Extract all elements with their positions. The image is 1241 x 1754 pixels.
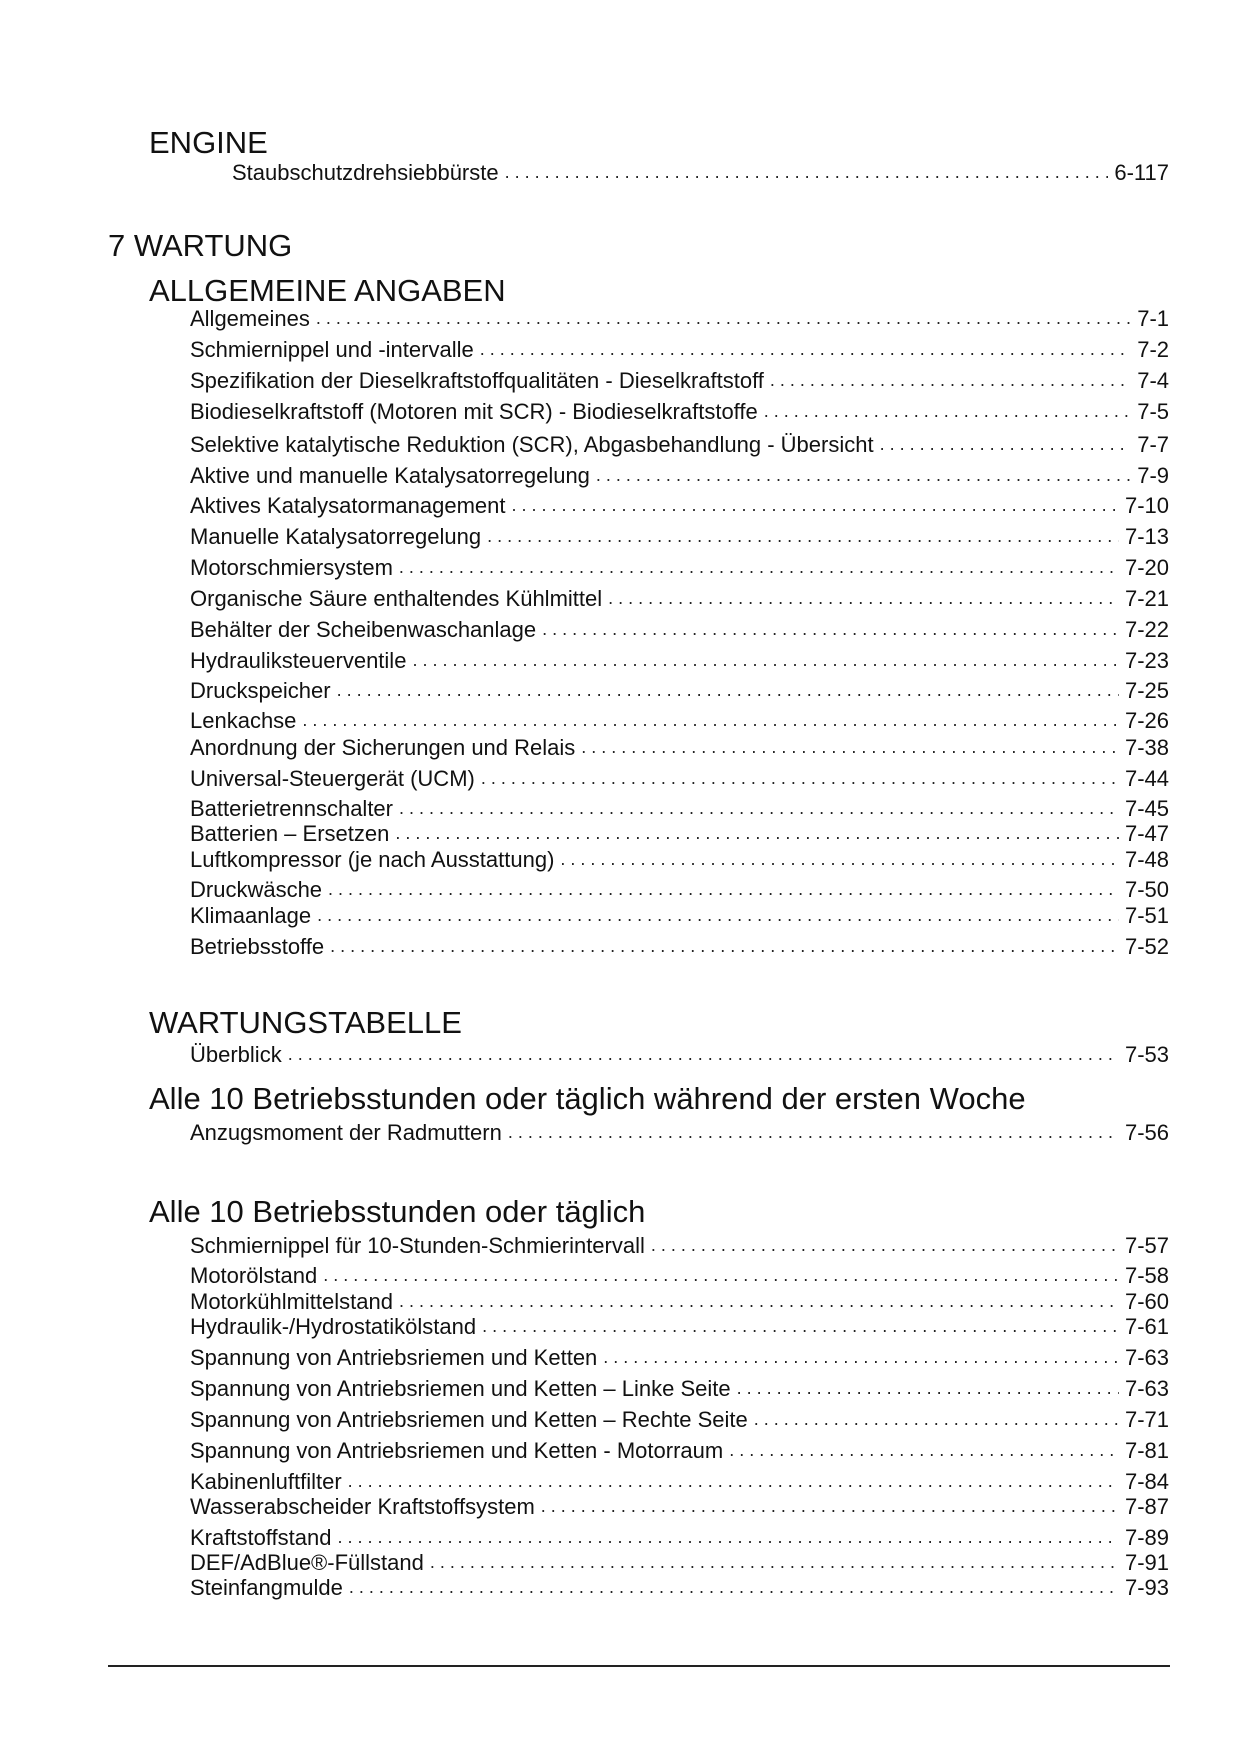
toc-entry-page: 7-1: [1137, 306, 1169, 331]
toc-entry-title: Staubschutzdrehsiebbürste: [232, 160, 499, 185]
toc-entry[interactable]: [190, 1469, 1169, 1495]
section-heading-engine: ENGINE: [149, 125, 268, 160]
toc-entry-page: 7-38: [1124, 735, 1169, 760]
dot-leader: [349, 1577, 1119, 1601]
toc-entry-title: Druckwäsche: [190, 877, 323, 902]
toc-entry-title: Klimaanlage: [190, 903, 312, 928]
dot-leader: [754, 1409, 1119, 1433]
toc-entry-title: Spannung von Antriebsriemen und Ketten - Motorraum: [190, 1438, 724, 1463]
dot-leader: [399, 1291, 1119, 1315]
toc-entry-page: 7-84: [1124, 1469, 1169, 1494]
toc-entry-title: Betriebsstoffe: [190, 934, 325, 959]
toc-entry[interactable]: [190, 877, 1169, 903]
dot-leader: [512, 495, 1119, 519]
toc-entry-page: 7-10: [1124, 493, 1169, 518]
toc-entry-page: 7-13: [1124, 524, 1169, 549]
toc-entry[interactable]: [190, 1233, 1169, 1259]
toc-entry-page: 7-45: [1124, 796, 1169, 821]
toc-entry-title: Hydrauliksteuerventile: [190, 648, 407, 673]
toc-entry-title: Steinfangmulde: [190, 1575, 343, 1600]
toc-entry-page: 7-57: [1124, 1233, 1169, 1258]
toc-entry-page: 7-7: [1137, 432, 1169, 457]
toc-entry-page: 7-58: [1124, 1263, 1169, 1288]
toc-entry-page: 7-22: [1124, 617, 1169, 642]
dot-leader: [880, 434, 1132, 458]
dot-leader: [764, 401, 1131, 425]
toc-entry[interactable]: [190, 1494, 1169, 1520]
toc-entry-title: Batterien – Ersetzen: [190, 821, 390, 846]
toc-entry-title: Anzugsmoment der Radmuttern: [190, 1120, 502, 1145]
toc-entry-page: 7-61: [1124, 1314, 1169, 1339]
toc-entry[interactable]: [190, 306, 1169, 332]
dot-leader: [487, 526, 1119, 550]
toc-entry[interactable]: [190, 648, 1169, 674]
toc-entry[interactable]: [190, 1376, 1169, 1402]
dot-leader: [505, 162, 1109, 186]
toc-entry[interactable]: [190, 524, 1169, 550]
toc-entry[interactable]: [190, 766, 1169, 792]
toc-entry-title: Lenkachse: [190, 708, 297, 733]
toc-entry-page: 7-44: [1124, 766, 1169, 791]
dot-leader: [581, 737, 1119, 761]
dot-leader: [729, 1440, 1119, 1464]
toc-entry[interactable]: [190, 678, 1169, 704]
toc-entry[interactable]: [190, 399, 1169, 425]
toc-entry-page: 7-23: [1124, 648, 1169, 673]
toc-entry[interactable]: [190, 934, 1169, 960]
toc-entry-page: 7-50: [1124, 877, 1169, 902]
dot-leader: [323, 1265, 1119, 1289]
toc-entry-page: 7-26: [1124, 708, 1169, 733]
toc-entry-page: 7-81: [1124, 1438, 1169, 1463]
toc-entry-title: Aktive und manuelle Katalysatorregelung: [190, 463, 590, 488]
toc-entry-page: 7-5: [1137, 399, 1169, 424]
dot-leader: [480, 339, 1132, 363]
toc-entry-page: 7-60: [1124, 1289, 1169, 1314]
toc-entry[interactable]: [190, 432, 1169, 458]
toc-entry-title: Schmiernippel für 10-Stunden-Schmierintervall: [190, 1233, 645, 1258]
toc-entry-page: 7-48: [1124, 847, 1169, 872]
toc-entry-title: Allgemeines: [190, 306, 310, 331]
toc-entry-title: Universal-Steuergerät (UCM): [190, 766, 475, 791]
toc-entry[interactable]: [190, 1263, 1169, 1289]
toc-entry-page: 7-56: [1124, 1120, 1169, 1145]
toc-entry-title: Motorkühlmittelstand: [190, 1289, 393, 1314]
toc-entry-title: Spannung von Antriebsriemen und Ketten – Rechte Seite: [190, 1407, 748, 1432]
dot-leader: [603, 1347, 1119, 1371]
toc-entry-page: 7-87: [1124, 1494, 1169, 1519]
section-heading-erste-woche: Alle 10 Betriebsstunden oder täglich während der ersten Woche: [149, 1081, 1026, 1116]
dot-leader: [337, 1527, 1119, 1551]
toc-entry[interactable]: [190, 555, 1169, 581]
toc-entry-title: Druckspeicher: [190, 678, 331, 703]
dot-leader: [412, 650, 1119, 674]
dot-leader: [399, 798, 1119, 822]
dot-leader: [541, 1496, 1119, 1520]
toc-entry-title: DEF/AdBlue®-Füllstand: [190, 1550, 424, 1575]
dot-leader: [330, 936, 1119, 960]
toc-entry[interactable]: [190, 903, 1169, 929]
toc-entry[interactable]: [190, 617, 1169, 643]
toc-entry-title: Motorölstand: [190, 1263, 318, 1288]
toc-entry[interactable]: [190, 368, 1169, 394]
dot-leader: [395, 823, 1119, 847]
toc-entry-title: Wasserabscheider Kraftstoffsystem: [190, 1494, 535, 1519]
toc-entry[interactable]: [190, 1575, 1169, 1601]
toc-entry-page: 7-51: [1124, 903, 1169, 928]
toc-entry-title: Motorschmiersystem: [190, 555, 393, 580]
toc-entry-title: Batterietrennschalter: [190, 796, 393, 821]
toc-entry-title: Manuelle Katalysatorregelung: [190, 524, 482, 549]
toc-entry[interactable]: [190, 1525, 1169, 1551]
toc-entry-title: Anordnung der Sicherungen und Relais: [190, 735, 576, 760]
dot-leader: [608, 588, 1119, 612]
toc-entry[interactable]: [190, 1120, 1169, 1146]
toc-entry-page: 7-4: [1137, 368, 1169, 393]
toc-entry[interactable]: [190, 708, 1169, 734]
toc-entry-page: 7-91: [1124, 1550, 1169, 1575]
toc-entry[interactable]: [190, 337, 1169, 363]
toc-entry[interactable]: [190, 1345, 1169, 1371]
toc-entry-page: 7-63: [1124, 1376, 1169, 1401]
toc-entry[interactable]: [190, 796, 1169, 822]
toc-entry[interactable]: [232, 160, 1169, 186]
toc-entry-page: 7-21: [1124, 586, 1169, 611]
toc-entry[interactable]: [190, 1438, 1169, 1464]
section-heading-allgemeine: ALLGEMEINE ANGABEN: [149, 273, 506, 308]
dot-leader: [770, 370, 1131, 394]
toc-entry-title: Hydraulik-/Hydrostatikölstand: [190, 1314, 477, 1339]
dot-leader: [737, 1378, 1119, 1402]
toc-entry-title: Aktives Katalysatormanagement: [190, 493, 506, 518]
footer-rule: [108, 1665, 1170, 1667]
toc-entry-title: Biodieselkraftstoff (Motoren mit SCR) - Biodieselkraftstoffe: [190, 399, 758, 424]
toc-entry-title: Kabinenluftfilter: [190, 1469, 342, 1494]
dot-leader: [482, 1316, 1119, 1340]
toc-entry[interactable]: [190, 847, 1169, 873]
toc-entry[interactable]: [190, 463, 1169, 489]
toc-entry[interactable]: [190, 586, 1169, 612]
toc-entry-page: 7-93: [1124, 1575, 1169, 1600]
dot-leader: [651, 1235, 1119, 1259]
toc-entry-page: 7-47: [1124, 821, 1169, 846]
toc-entry-title: Behälter der Scheibenwaschanlage: [190, 617, 537, 642]
dot-leader: [316, 308, 1131, 332]
dot-leader: [481, 768, 1119, 792]
dot-leader: [328, 879, 1119, 903]
toc-entry-title: Selektive katalytische Reduktion (SCR), Abgasbehandlung - Übersicht: [190, 432, 874, 457]
dot-leader: [430, 1552, 1119, 1576]
dot-leader: [542, 619, 1119, 643]
dot-leader: [508, 1122, 1119, 1146]
toc-entry-page: 7-71: [1124, 1407, 1169, 1432]
toc-entry[interactable]: [190, 1289, 1169, 1315]
toc-entry[interactable]: [190, 493, 1169, 519]
toc-entry[interactable]: [190, 821, 1169, 847]
toc-entry[interactable]: [190, 1042, 1169, 1068]
section-heading-taeglich: Alle 10 Betriebsstunden oder täglich: [149, 1194, 646, 1229]
toc-entry-page: 7-9: [1137, 463, 1169, 488]
toc-entry-title: Organische Säure enthaltendes Kühlmittel: [190, 586, 603, 611]
toc-entry[interactable]: [190, 1314, 1169, 1340]
toc-entry-page: 7-2: [1137, 337, 1169, 362]
dot-leader: [302, 710, 1119, 734]
toc-entry[interactable]: [190, 1550, 1169, 1576]
toc-entry-title: Überblick: [190, 1042, 282, 1067]
toc-entry-page: 7-25: [1124, 678, 1169, 703]
dot-leader: [317, 905, 1119, 929]
toc-entry-title: Spannung von Antriebsriemen und Ketten: [190, 1345, 598, 1370]
chapter-title: 7 WARTUNG: [108, 228, 293, 263]
toc-entry-title: Spezifikation der Dieselkraftstoffqualitäten - Dieselkraftstoff: [190, 368, 764, 393]
dot-leader: [399, 557, 1119, 581]
toc-entry-page: 7-52: [1124, 934, 1169, 959]
toc-entry-page: 7-63: [1124, 1345, 1169, 1370]
dot-leader: [288, 1044, 1119, 1068]
dot-leader: [337, 680, 1119, 704]
dot-leader: [348, 1471, 1119, 1495]
toc-entry-title: Luftkompressor (je nach Ausstattung): [190, 847, 555, 872]
toc-entry-page: 7-53: [1124, 1042, 1169, 1067]
toc-entry-page: 6-117: [1114, 160, 1169, 185]
toc-entry[interactable]: [190, 1407, 1169, 1433]
dot-leader: [560, 849, 1119, 873]
section-heading-wartungstabelle: WARTUNGSTABELLE: [149, 1005, 462, 1040]
toc-entry-title: Schmiernippel und -intervalle: [190, 337, 474, 362]
toc-entry-page: 7-89: [1124, 1525, 1169, 1550]
toc-entry[interactable]: [190, 735, 1169, 761]
dot-leader: [596, 465, 1131, 489]
toc-entry-title: Spannung von Antriebsriemen und Ketten – Linke Seite: [190, 1376, 731, 1401]
toc-entry-page: 7-20: [1124, 555, 1169, 580]
toc-entry-title: Kraftstoffstand: [190, 1525, 332, 1550]
